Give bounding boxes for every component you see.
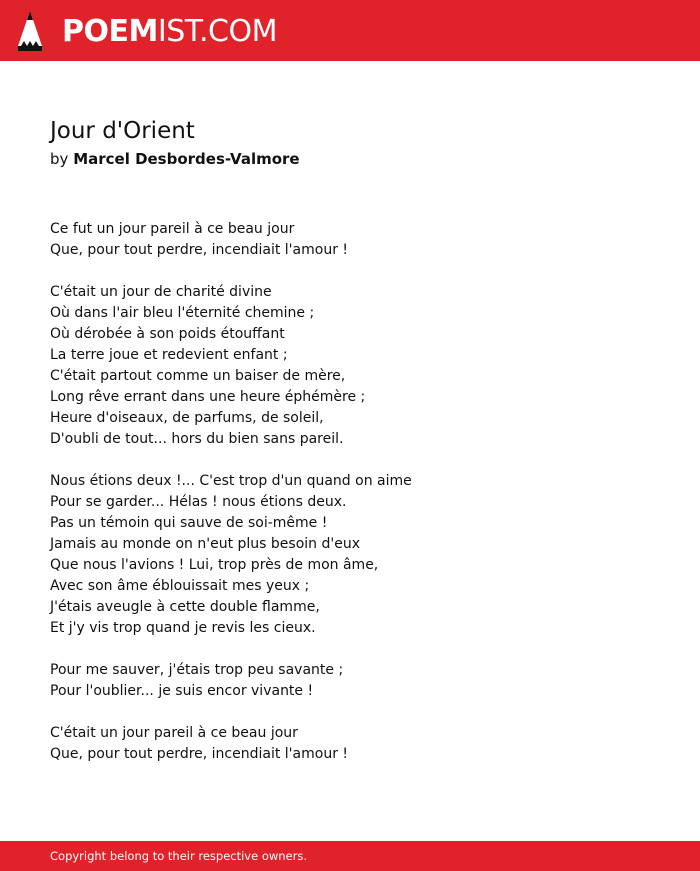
poem-line: Où dans l'air bleu l'éternité chemine ;	[50, 305, 315, 321]
poem-line: Long rêve errant dans une heure éphémère ;	[50, 389, 366, 405]
author-name: Marcel Desbordes-Valmore	[73, 150, 300, 168]
byline	[50, 148, 300, 170]
brand-bold: POEM	[62, 14, 158, 49]
by-label: by	[50, 150, 69, 168]
poem-line: Et j'y vis trop quand je revis les cieux.	[50, 620, 316, 636]
poem-line: Que, pour tout perdre, incendiait l'amour !	[50, 746, 349, 762]
poem-line: Pas un témoin qui sauve de soi-même !	[50, 515, 328, 531]
site-footer	[0, 841, 700, 871]
brand-light: IST.COM	[157, 14, 277, 49]
poem-body	[50, 219, 670, 786]
poem-line: Que, pour tout perdre, incendiait l'amour !	[50, 242, 349, 258]
site-logo-link[interactable]	[62, 12, 277, 52]
poem-line: J'étais aveugle à cette double flamme,	[50, 599, 320, 615]
site-header	[0, 0, 700, 61]
poem-line: D'oubli de tout... hors du bien sans pareil.	[50, 431, 344, 447]
poem-line: La terre joue et redevient enfant ;	[50, 347, 288, 363]
poem-line: C'était partout comme un baiser de mère,	[50, 368, 346, 384]
poem-line: Où dérobée à son poids étouffant	[50, 326, 285, 342]
poem-line: Pour se garder... Hélas ! nous étions deux.	[50, 494, 347, 510]
poem-line: Avec son âme éblouissait mes yeux ;	[50, 578, 310, 594]
stanza	[50, 723, 670, 765]
copyright-text: Copyright belong to their respective owners.	[50, 849, 308, 863]
poem-line: C'était un jour de charité divine	[50, 284, 272, 300]
poem-line: C'était un jour pareil à ce beau jour	[50, 725, 298, 741]
poem-line: Nous étions deux !... C'est trop d'un quand on aime	[50, 473, 412, 489]
poem-line: Pour l'oublier... je suis encor vivante !	[50, 683, 314, 699]
stanza	[50, 660, 670, 702]
stanza	[50, 471, 670, 639]
pencil-tip-icon	[17, 10, 43, 52]
stanza	[50, 282, 670, 450]
poem-line: Jamais au monde on n'eut plus besoin d'eux	[50, 536, 360, 552]
poem-line: Pour me sauver, j'étais trop peu savante ;	[50, 662, 344, 678]
poem-line: Ce fut un jour pareil à ce beau jour	[50, 221, 295, 237]
poem-line: Que nous l'avions ! Lui, trop près de mon âme,	[50, 557, 379, 573]
stanza	[50, 219, 670, 261]
poem-line: Heure d'oiseaux, de parfums, de soleil,	[50, 410, 324, 426]
poem-title: Jour d'Orient	[50, 118, 195, 144]
